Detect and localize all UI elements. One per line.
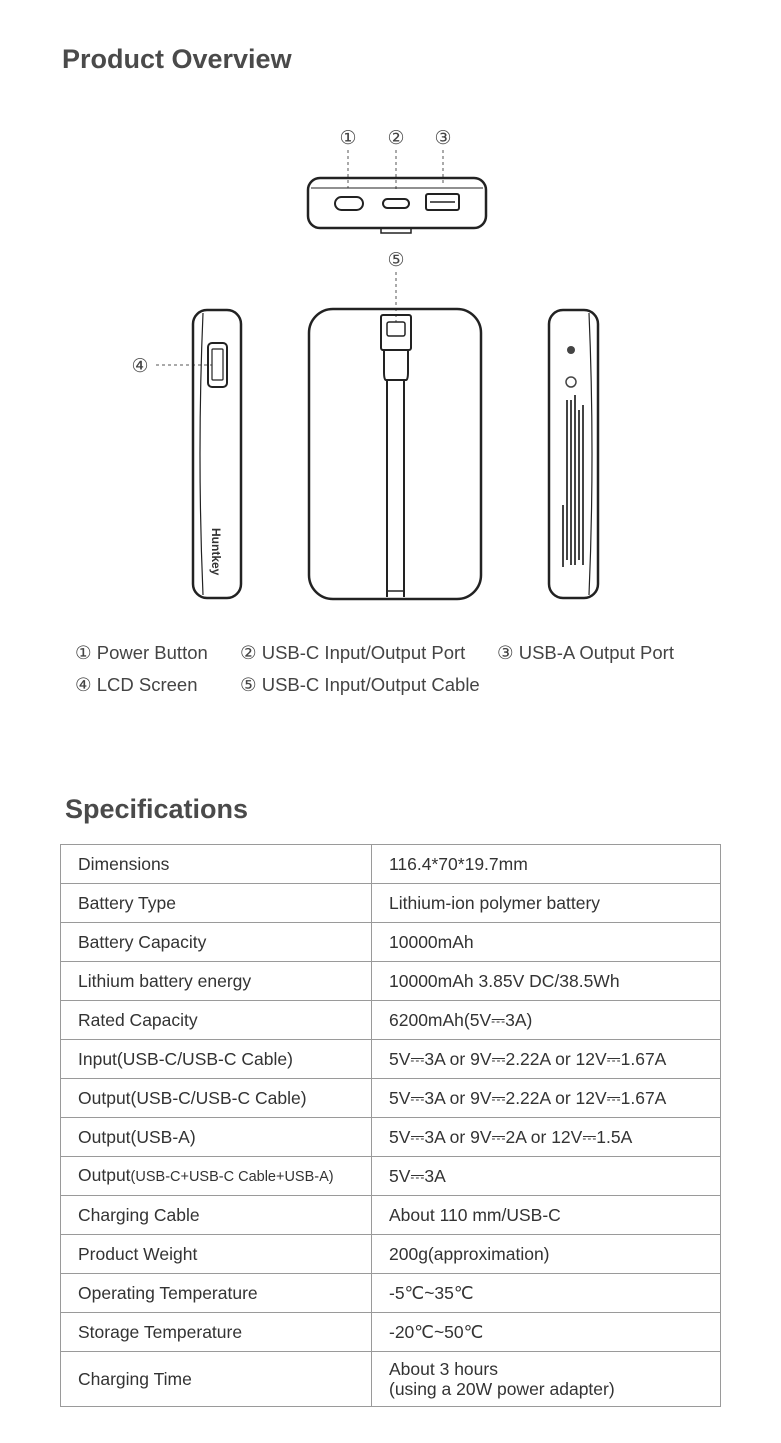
table-row [61,845,721,884]
spec-label: Output(USB-C/USB-C Cable) [61,1079,372,1118]
spec-value-cell [372,1352,721,1407]
spec-label: Output(USB-A) [61,1118,372,1157]
marker-5: ⑤ [387,249,405,271]
legend-lcd-screen: ④ LCD Screen [75,674,198,695]
spec-label: Lithium battery energy [61,962,372,1001]
table-row [61,1001,721,1040]
spec-value: About 110 mm/USB-C [372,1196,721,1235]
marker-3: ③ [434,127,452,149]
spec-label: Charging Time [61,1352,372,1407]
spec-value: 116.4*70*19.7mm [372,845,721,884]
table-row [61,1274,721,1313]
right-side-view [549,310,598,598]
spec-value: 10000mAh [372,923,721,962]
front-view [309,309,481,599]
spec-label: Product Weight [61,1235,372,1274]
specifications-title: Specifications [65,794,249,824]
power-button-shape [335,197,363,210]
spec-value: 5V⎓3A or 9V⎓2.22A or 12V⎓1.67A [372,1040,721,1079]
marker-2: ② [387,127,405,149]
spec-value: -5℃~35℃ [372,1274,721,1313]
legend-usba-port: ③ USB-A Output Port [497,642,674,663]
table-row [61,1079,721,1118]
spec-value: 10000mAh 3.85V DC/38.5Wh [372,962,721,1001]
spec-label: Charging Cable [61,1196,372,1235]
table-row [61,962,721,1001]
spec-value-line: (using a 20W power adapter) [389,1379,615,1399]
table-row [61,1313,721,1352]
legend-usbc-port: ② USB-C Input/Output Port [240,642,466,663]
spec-value: 5V⎓3A or 9V⎓2.22A or 12V⎓1.67A [372,1079,721,1118]
table-row [61,1118,721,1157]
spec-label: Battery Capacity [61,923,372,962]
table-row [61,1196,721,1235]
brand-logo: Huntkey [209,528,223,576]
spec-label: Input(USB-C/USB-C Cable) [61,1040,372,1079]
product-diagram [0,110,781,610]
legend-power-button: ① Power Button [75,642,208,663]
spec-label: Dimensions [61,845,372,884]
table-row [61,1352,721,1407]
top-view [308,178,486,233]
marker-4: ④ [131,355,149,377]
product-overview-title: Product Overview [62,44,292,74]
marker-1: ① [339,127,357,149]
spec-value-line: About 3 hours [389,1359,498,1379]
table-row [61,1235,721,1274]
spec-value: 5V⎓3A or 9V⎓2A or 12V⎓1.5A [372,1118,721,1157]
spec-value: 5V⎓3A [372,1157,721,1196]
spec-label: Storage Temperature [61,1313,372,1352]
table-row [61,923,721,962]
spec-value: Lithium-ion polymer battery [372,884,721,923]
legend-usbc-cable: ⑤ USB-C Input/Output Cable [240,674,480,695]
usbc-port-shape [383,199,409,208]
spec-label-detail: (USB-C+USB-C Cable+USB-A) [130,1169,334,1185]
spec-label: Battery Type [61,884,372,923]
table-row [61,884,721,923]
spec-value: 6200mAh(5V⎓3A) [372,1001,721,1040]
spec-label: Rated Capacity [61,1001,372,1040]
table-row [61,1040,721,1079]
spec-value: -20℃~50℃ [372,1313,721,1352]
spec-label-cell [61,1157,372,1196]
spec-label: Operating Temperature [61,1274,372,1313]
spec-value: 200g(approximation) [372,1235,721,1274]
regulatory-label [562,346,584,567]
table-row [61,1157,721,1196]
spec-label: Output [78,1165,131,1185]
specifications-table [60,844,721,1407]
